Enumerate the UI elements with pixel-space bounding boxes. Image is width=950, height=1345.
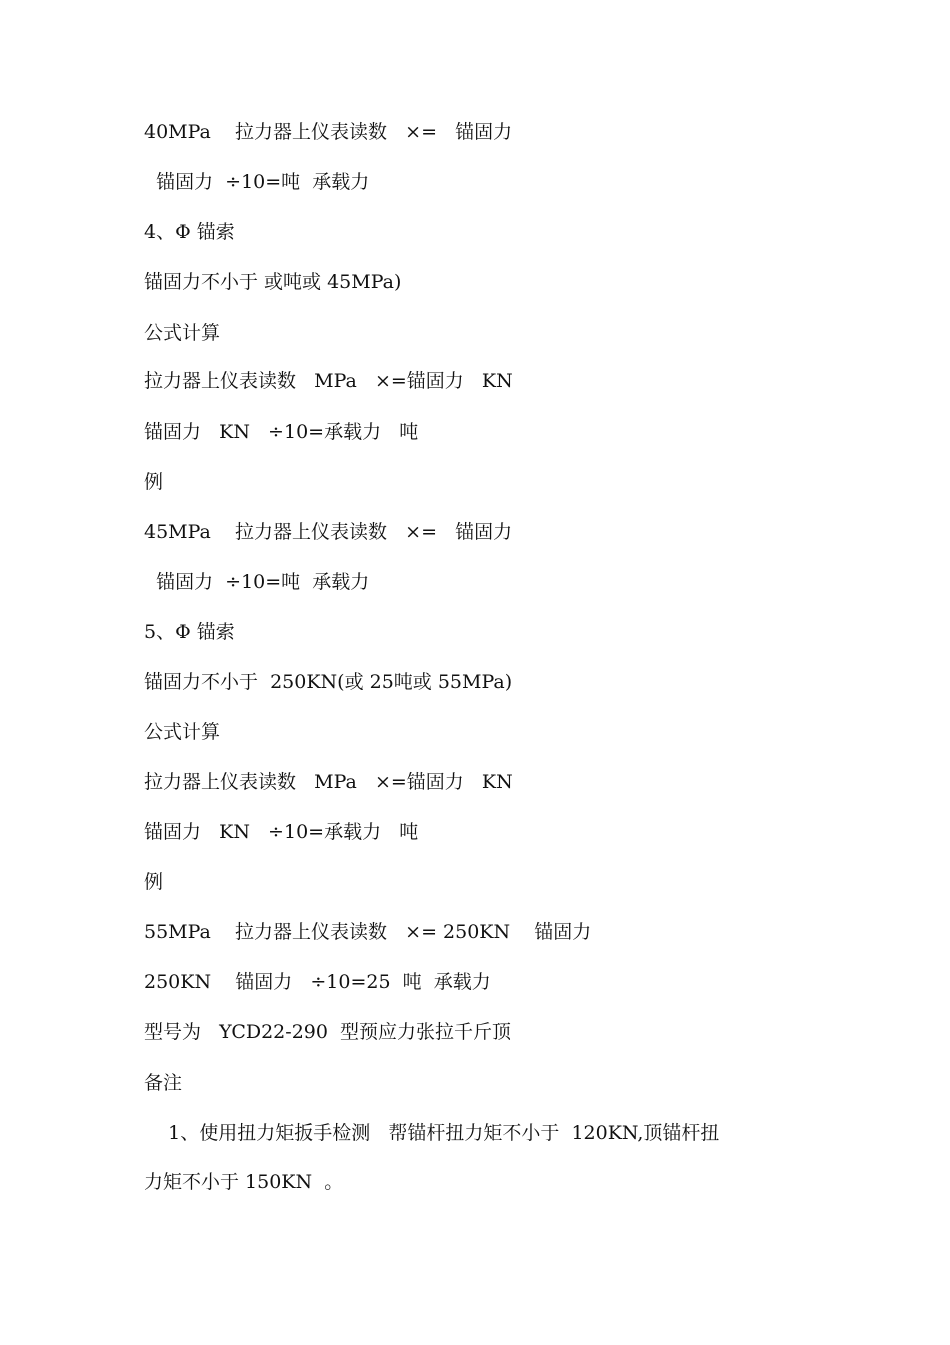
text-line: 锚固力 ÷10=吨 承载力 [144, 571, 370, 593]
text-line: 公式计算 [144, 721, 221, 743]
text-line: 拉力器上仪表读数 MPa ×=锚固力 KN [144, 771, 513, 793]
text-line: 备注 [144, 1072, 183, 1094]
text-line: 250KN 锚固力 ÷10=25 吨 承载力 [144, 971, 491, 993]
text-line: 55MPa 拉力器上仪表读数 ×= 250KN 锚固力 [144, 921, 592, 943]
text-line: 拉力器上仪表读数 MPa ×=锚固力 KN [144, 370, 513, 392]
text-line: 40MPa 拉力器上仪表读数 ×= 锚固力 [144, 121, 513, 143]
text-line: 力矩不小于 150KN 。 [144, 1171, 344, 1193]
text-line: 45MPa 拉力器上仪表读数 ×= 锚固力 [144, 521, 513, 543]
text-line: 锚固力不小于 或吨或 45MPa) [144, 271, 402, 293]
text-line: 锚固力不小于 250KN(或 25吨或 55MPa) [144, 671, 513, 693]
text-line: 例 [144, 871, 164, 893]
text-line: 1、使用扭力矩扳手检测 帮锚杆扭力矩不小于 120KN,顶锚杆扭 [144, 1122, 720, 1144]
section-heading: 5、Φ 锚索 [144, 621, 235, 643]
text-line: 例 [144, 471, 164, 493]
text-line: 公式计算 [144, 322, 221, 344]
section-heading: 4、Φ 锚索 [144, 221, 235, 243]
text-line: 型号为 YCD22-290 型预应力张拉千斤顶 [144, 1021, 512, 1043]
text-line: 锚固力 ÷10=吨 承载力 [144, 171, 370, 193]
text-line: 锚固力 KN ÷10=承载力 吨 [144, 421, 419, 443]
text-line: 锚固力 KN ÷10=承载力 吨 [144, 821, 419, 843]
